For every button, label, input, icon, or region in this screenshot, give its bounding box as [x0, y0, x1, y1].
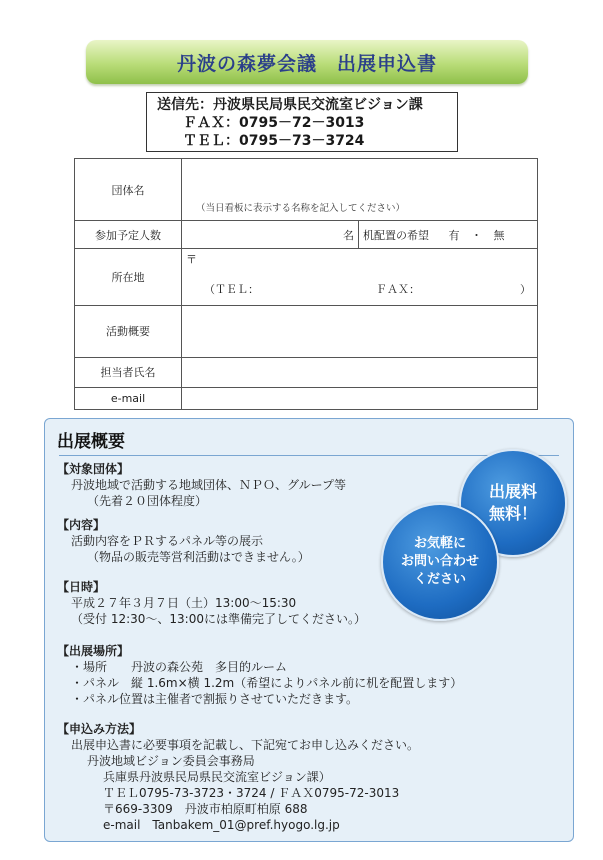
org-label: 団体名 — [75, 159, 182, 221]
send-to-line: 送信先：丹波県民局県民交流室ビジョン課 — [157, 97, 423, 113]
bubble2-line-1: お気軽に — [413, 536, 466, 551]
bubble1-line-2: 無料！ — [488, 504, 537, 523]
date-heading: 【日時】 — [57, 580, 106, 594]
contact-label: 担当者氏名 — [75, 357, 182, 387]
target-line-2: （先着２０団体程度） — [87, 494, 208, 508]
date-line-1: 平成２７年３月７日（土）13:00～15:30 — [71, 596, 297, 610]
target-heading: 【対象団体】 — [57, 462, 130, 476]
content-section — [57, 517, 310, 565]
overview-title: 出展概要 — [57, 432, 125, 452]
org-note: （当日看板に表示する名称を記入してください） — [196, 203, 406, 215]
bubble2-line-2: お問い合わせ — [400, 554, 479, 569]
target-line-1: 丹波地域で活動する地域団体、ＮＰＯ、グループ等 — [71, 478, 347, 492]
count-row — [75, 221, 538, 249]
place-line-2: ・パネル 縦 1.6m×横 1.2m（希望によりパネル前に机を配置します） — [71, 676, 463, 690]
apply-section — [57, 721, 419, 833]
tel-line: ＴＥＬ：0795－73－3724 — [183, 133, 365, 149]
content-line-1: 活動内容をＰＲするパネル等の展示 — [71, 534, 264, 548]
tel-field-label: （ＴＥＬ： — [204, 283, 259, 297]
place-line-1: ・場所 丹波の森公苑 多目的ルーム — [71, 660, 288, 674]
fax-line: ＦＡＸ：0795－72－3013 — [183, 115, 365, 131]
date-line-2: （受付 12:30～、13:00には準備完了してください。） — [71, 612, 366, 626]
content-line-2: （物品の販売等営利活動はできません。） — [87, 550, 310, 564]
address-close-paren: ） — [520, 283, 531, 297]
contact-us-bubble — [381, 503, 499, 621]
place-line-3: ・パネル位置は主催者で割振りさせていただきます。 — [71, 692, 359, 706]
desk-yes[interactable]: 有 — [448, 228, 460, 242]
activity-label: 活動概要 — [75, 305, 182, 357]
apply-line-5: 〒669-3309 丹波市柏原町柏原 688 — [103, 802, 308, 816]
count-label: 参加予定人数 — [75, 221, 182, 249]
apply-line-3: 兵庫県丹波県民局県民交流室ビジョン課） — [103, 770, 331, 784]
bubble2-line-3: ください — [413, 572, 466, 587]
desk-label: 机配置の希望 — [363, 228, 429, 242]
email-label: e-mail — [75, 387, 182, 409]
page-title: 丹波の森夢会議 出展申込書 — [176, 52, 437, 75]
address-label: 所在地 — [75, 249, 182, 305]
count-input-cell[interactable] — [182, 221, 359, 249]
desk-no[interactable]: 無 — [493, 228, 505, 242]
activity-row — [75, 305, 538, 357]
place-section — [57, 643, 462, 707]
application-form-table — [74, 158, 538, 410]
contact-input-cell[interactable] — [182, 357, 538, 387]
fax-field-label: ＦＡＸ： — [376, 283, 420, 297]
count-unit: 名 — [343, 228, 354, 242]
apply-line-4: ＴＥＬ0795-73-3723・3724 / ＦＡＸ0795-72-3013 — [103, 786, 400, 800]
place-heading: 【出展場所】 — [57, 644, 130, 658]
send-to-box — [146, 92, 458, 152]
email-row — [75, 387, 538, 409]
contact-row — [75, 357, 538, 387]
overview-panel — [44, 418, 574, 842]
bubble1-line-1: 出展料 — [488, 482, 537, 501]
apply-line-6[interactable]: e-mail Tanbakem_01@pref.hyogo.lg.jp — [103, 818, 340, 832]
email-input-cell[interactable] — [182, 387, 538, 409]
org-row — [75, 159, 538, 221]
address-row — [75, 249, 538, 305]
date-section — [57, 579, 366, 627]
org-input-cell[interactable] — [182, 159, 538, 221]
activity-input-cell[interactable] — [182, 305, 538, 357]
target-section — [57, 461, 346, 509]
address-input-cell[interactable] — [182, 249, 538, 305]
content-heading: 【内容】 — [57, 518, 106, 532]
desk-sep: ・ — [471, 228, 482, 242]
apply-heading: 【申込み方法】 — [57, 722, 142, 736]
postal-mark: 〒 — [186, 253, 197, 267]
apply-line-1: 出展申込書に必要事項を記載し、下記宛てお申し込みください。 — [71, 738, 420, 752]
desk-cell — [359, 221, 538, 249]
apply-line-2: 丹波地域ビジョン委員会事務局 — [87, 754, 255, 768]
title-banner — [86, 40, 528, 84]
